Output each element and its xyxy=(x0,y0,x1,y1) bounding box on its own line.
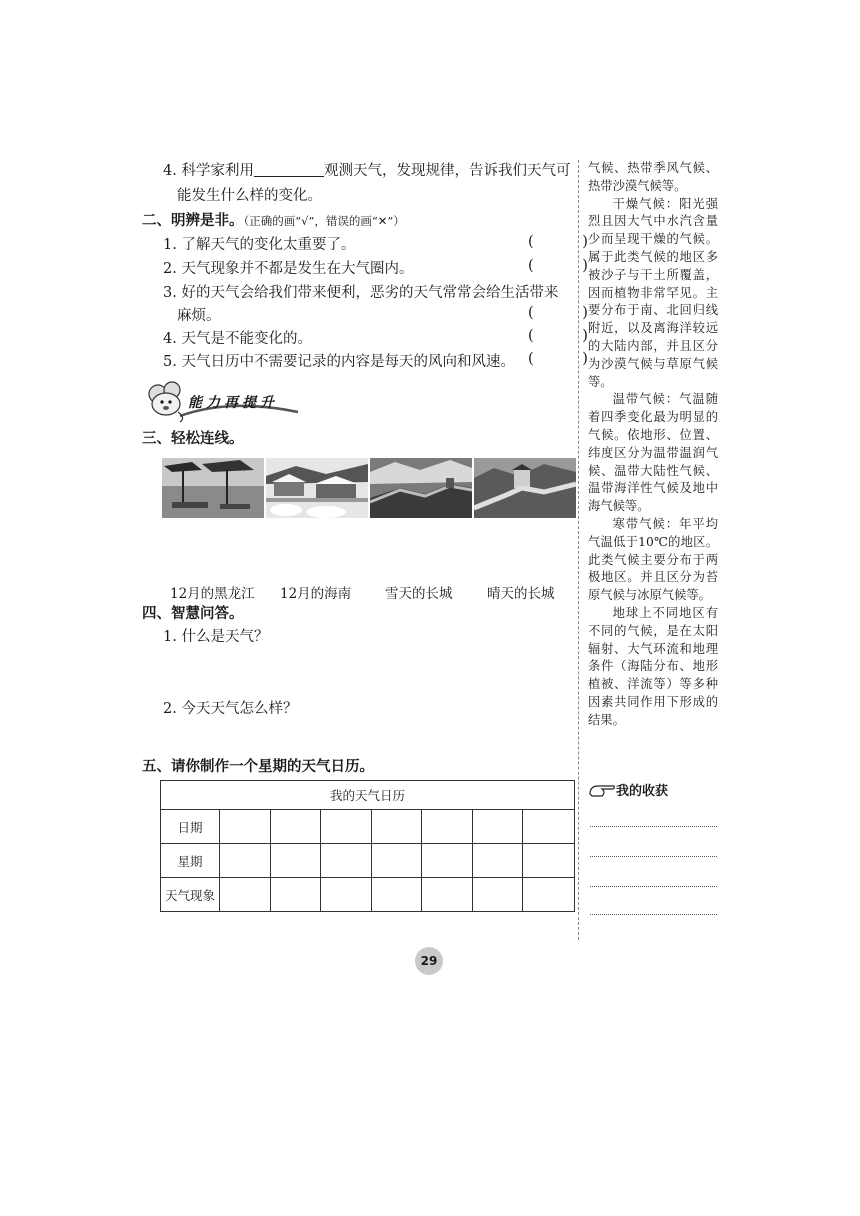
table-cell[interactable] xyxy=(270,878,321,912)
table-cell[interactable] xyxy=(270,810,321,844)
sidebar-para-summary: 地球上不同地区有不同的气候，是在太阳辐射、大气环流和地理条件（海陆分布、地形植被、洋流等）等多种因素共同作用下形成的结果。 xyxy=(588,605,718,727)
sidebar-text xyxy=(588,160,718,730)
section-2-note: （正确的画“√”，错误的画“✕”） xyxy=(243,214,405,228)
beach-umbrellas-photo xyxy=(162,458,264,518)
table-cell[interactable] xyxy=(220,878,271,912)
section-4-title: 四、智慧问答。 xyxy=(142,606,244,622)
table-cell[interactable] xyxy=(220,844,271,878)
table-cell[interactable] xyxy=(270,844,321,878)
table-cell[interactable] xyxy=(422,878,473,912)
table-row xyxy=(161,844,575,878)
banner-title: 能力再提升 xyxy=(188,395,278,411)
caption-hainan: 12月的海南 xyxy=(280,586,352,602)
table-row xyxy=(161,810,575,844)
pointing-hand-icon xyxy=(588,782,616,798)
table-cell[interactable] xyxy=(523,810,575,844)
section-3-title: 三、轻松连线。 xyxy=(142,431,244,447)
notes-line[interactable] xyxy=(590,914,717,915)
table-cell[interactable] xyxy=(472,878,523,912)
question-4-line1 xyxy=(163,160,570,183)
notes-line[interactable] xyxy=(590,826,717,827)
notes-line[interactable] xyxy=(590,856,717,857)
section-2-heading xyxy=(142,210,405,233)
question-what-is-weather: 1. 什么是天气？ xyxy=(163,629,269,645)
my-harvest-heading xyxy=(588,780,668,799)
snowy-village-photo xyxy=(266,458,368,518)
table-cell[interactable] xyxy=(422,810,473,844)
row-header-weather: 天气现象 xyxy=(161,878,220,912)
table-cell[interactable] xyxy=(220,810,271,844)
tf-item-2: 2. 天气现象并不都是发生在大气圈内。 xyxy=(163,261,414,277)
tf-item-3-cont: 麻烦。 xyxy=(177,308,221,324)
sidebar-para-0: 气候、热带季风气候、热带沙漠气候等。 xyxy=(588,161,718,193)
row-header-date: 日期 xyxy=(161,810,220,844)
table-cell[interactable] xyxy=(371,810,422,844)
question-4-text-cont: 观测天气，发现规律，告诉我们天气可 xyxy=(323,163,571,179)
sidebar-para-cold: 寒带气候：年平均气温低于10℃的地区。此类气候主要分布于两极地区。并且区分为苔原气候与冰原气候等。 xyxy=(588,516,718,603)
weather-calendar-table xyxy=(160,780,575,912)
caption-sunny-wall: 晴天的长城 xyxy=(487,586,555,602)
question-today-weather: 2. 今天天气怎么样？ xyxy=(163,701,298,717)
table-cell[interactable] xyxy=(523,844,575,878)
table-cell[interactable] xyxy=(523,878,575,912)
tf-answer-4[interactable]: ( ) xyxy=(528,328,610,344)
tf-item-3: 3. 好的天气会给我们带来便利，恶劣的天气常常会给生活带来 xyxy=(163,285,559,301)
calendar-title: 我的天气日历 xyxy=(161,781,575,810)
column-divider xyxy=(578,160,579,940)
section-2-title: 二、明辨是非。 xyxy=(142,213,244,229)
table-cell[interactable] xyxy=(472,810,523,844)
sunny-great-wall-photo xyxy=(474,458,576,518)
table-row xyxy=(161,878,575,912)
row-header-weekday: 星期 xyxy=(161,844,220,878)
tf-answer-1[interactable]: ( ) xyxy=(528,234,610,250)
sidebar-para-temperate: 温带气候：气温随着四季变化最为明显的气候。依地形、位置、纬度区分为温带温润气候、温带大陆性气候、温带海洋性气候及地中海气候等。 xyxy=(588,392,718,514)
table-cell[interactable] xyxy=(371,844,422,878)
notes-line[interactable] xyxy=(590,886,717,887)
caption-snowy-wall: 雪天的长城 xyxy=(385,586,453,602)
tf-item-1: 1. 了解天气的变化太重要了。 xyxy=(163,237,356,253)
tf-answer-2[interactable]: ( ) xyxy=(528,258,610,274)
table-cell[interactable] xyxy=(321,810,372,844)
snowy-great-wall-photo xyxy=(370,458,472,518)
question-4-text: 4. 科学家利用 xyxy=(163,163,254,179)
tf-item-4: 4. 天气是不能变化的。 xyxy=(163,331,312,347)
tf-answer-3[interactable]: ( ) xyxy=(528,305,610,321)
table-cell[interactable] xyxy=(321,878,372,912)
question-4-line2: 能发生什么样的变化。 xyxy=(177,188,322,204)
page-number: 29 xyxy=(415,947,443,975)
caption-heilongjiang: 12月的黑龙江 xyxy=(170,586,255,602)
my-harvest-label: 我的收获 xyxy=(616,784,669,799)
section-5-title: 五、请你制作一个星期的天气日历。 xyxy=(142,759,374,775)
answer-blank[interactable] xyxy=(254,162,324,177)
sidebar-para-dry: 干燥气候：阳光强烈且因大气中水汽含量少而呈现干燥的气候。属于此类气候的地区多被沙子与干土所覆盖，因而植物非常罕见。主要分布于南、北回归线附近，以及离海洋较远的大陆内部，并且区分为沙漠气候与草原气候等。 xyxy=(588,196,718,389)
table-cell[interactable] xyxy=(472,844,523,878)
tf-answer-5[interactable]: ( ) xyxy=(528,351,610,367)
table-cell[interactable] xyxy=(422,844,473,878)
tf-item-5: 5. 天气日历中不需要记录的内容是每天的风向和风速。 xyxy=(163,354,515,370)
table-cell[interactable] xyxy=(371,878,422,912)
table-cell[interactable] xyxy=(321,844,372,878)
